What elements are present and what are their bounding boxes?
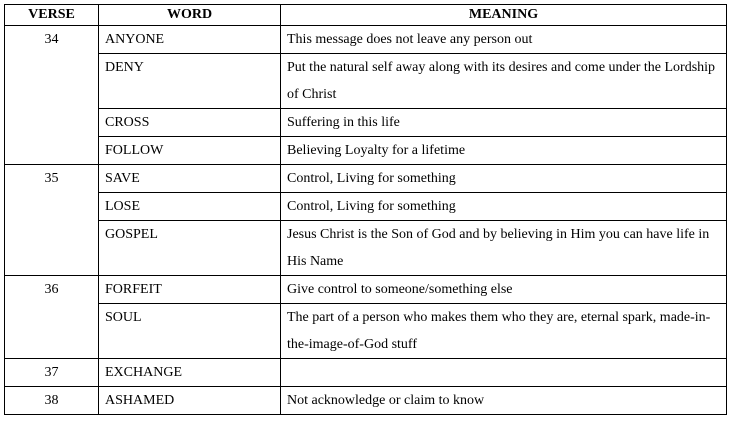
header-row (5, 5, 727, 26)
word-cell: DENY (99, 54, 281, 109)
word-cell: ANYONE (99, 26, 281, 54)
meaning-cell: Control, Living for something (281, 193, 727, 221)
table-row (5, 221, 727, 276)
table-row (5, 387, 727, 415)
verse-cell: 38 (5, 387, 99, 415)
meaning-cell: Put the natural self away along with its desires and come under the Lordship of Christ (281, 54, 727, 109)
word-cell: EXCHANGE (99, 359, 281, 387)
meaning-cell: Believing Loyalty for a lifetime (281, 137, 727, 165)
meaning-cell: Not acknowledge or claim to know (281, 387, 727, 415)
vocabulary-table (4, 4, 727, 415)
table-row (5, 137, 727, 165)
meaning-cell: Give control to someone/something else (281, 276, 727, 304)
table-row (5, 26, 727, 54)
verse-cell: 35 (5, 165, 99, 276)
word-cell: GOSPEL (99, 221, 281, 276)
meaning-cell (281, 359, 727, 387)
meaning-cell: This message does not leave any person out (281, 26, 727, 54)
word-cell: FORFEIT (99, 276, 281, 304)
verse-cell: 34 (5, 26, 99, 165)
table-row (5, 359, 727, 387)
word-cell: SOUL (99, 304, 281, 359)
word-cell: ASHAMED (99, 387, 281, 415)
meaning-cell: Suffering in this life (281, 109, 727, 137)
header-word: WORD (99, 5, 281, 26)
table-row (5, 304, 727, 359)
word-cell: CROSS (99, 109, 281, 137)
meaning-cell: Control, Living for something (281, 165, 727, 193)
word-cell: SAVE (99, 165, 281, 193)
meaning-cell: Jesus Christ is the Son of God and by believing in Him you can have life in His Name (281, 221, 727, 276)
header-verse: VERSE (5, 5, 99, 26)
word-cell: FOLLOW (99, 137, 281, 165)
word-cell: LOSE (99, 193, 281, 221)
table-row (5, 276, 727, 304)
table-row (5, 165, 727, 193)
table-row (5, 109, 727, 137)
meaning-cell: The part of a person who makes them who they are, eternal spark, made-in-the-image-of-God stuff (281, 304, 727, 359)
table-row (5, 193, 727, 221)
table-row (5, 54, 727, 109)
verse-cell: 36 (5, 276, 99, 359)
verse-cell: 37 (5, 359, 99, 387)
header-meaning: MEANING (281, 5, 727, 26)
